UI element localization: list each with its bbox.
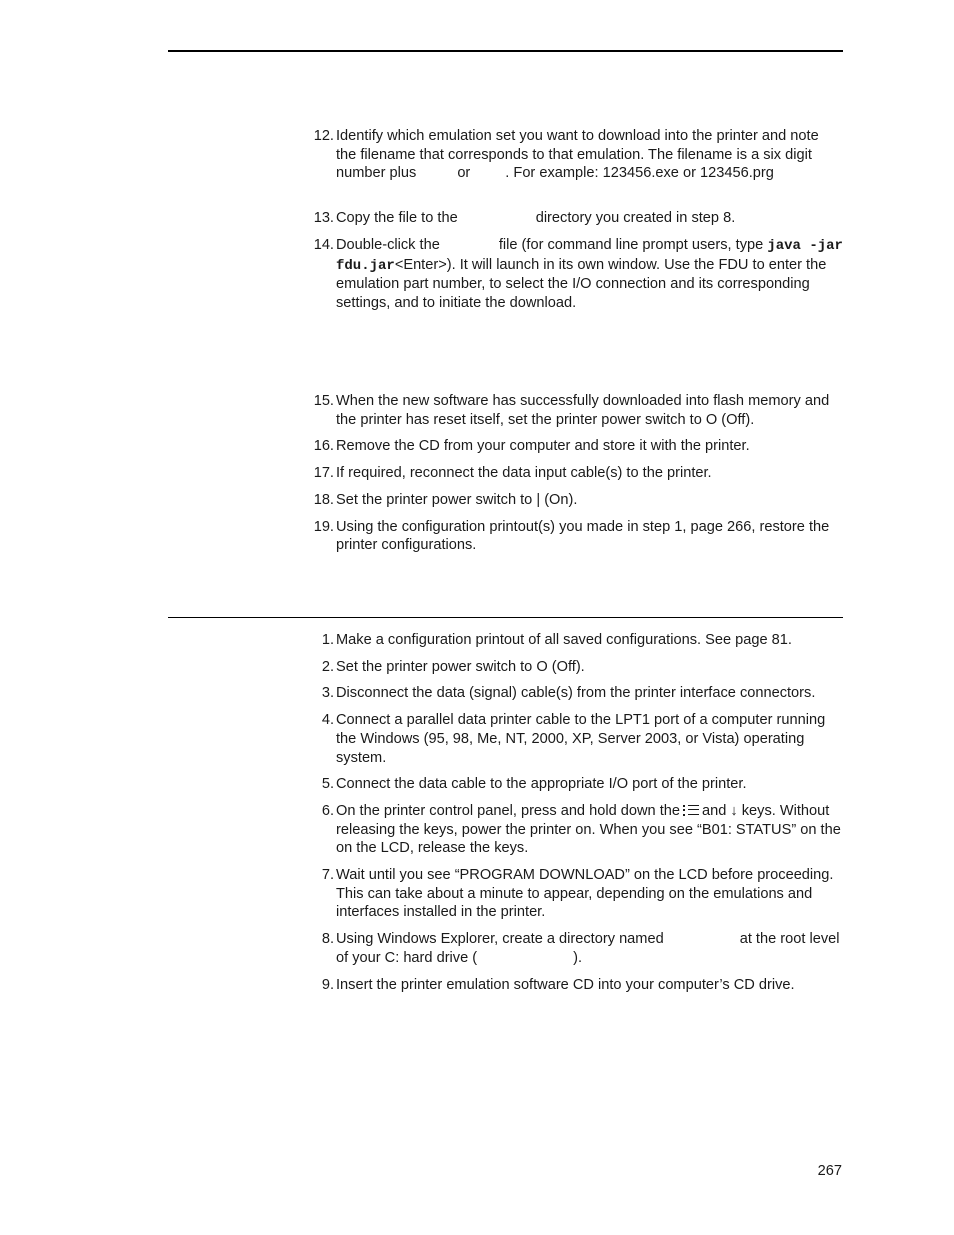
step-17: 17. If required, reconnect the data input cable(s) to the printer. (313, 465, 712, 482)
step-12 (308, 127, 843, 183)
step-13 (308, 209, 843, 228)
step-9: 9. Insert the printer emulation software CD into your computer’s CD drive. (321, 976, 795, 993)
page-number: 267 (817, 1163, 842, 1179)
step-text: Identify which emulation set you want to download into the printer and note the filename that corresponds to that emulation. The filename is a six digit number plus or . For example: 123456.exe or 123456.prg (336, 128, 819, 182)
step-text: Copy the file to the directory you created in step 8. (336, 210, 736, 226)
steps-1-9 (308, 631, 843, 994)
step-16: 16. Remove the CD from your computer and store it with the printer. (313, 438, 750, 455)
step-number: 13. (313, 210, 334, 226)
steps-15-19 (308, 392, 843, 555)
header-rule (168, 50, 843, 52)
command-code: java -jar fdu.jar (336, 238, 843, 274)
step-1: 1. Make a configuration printout of all saved configurations. See page 81. (321, 632, 792, 648)
step-3: 3. Disconnect the data (signal) cable(s) from the printer interface connectors. (321, 685, 816, 702)
step-6: 6. On the printer control panel, press and hold down the and ↓ keys. Without releasing the keys, power the printer on. When you see “B01: STATUS” on the on the LCD, release the keys. (321, 802, 841, 857)
step-text: Double-click the file (for command line prompt users, type java -jar fdu.jar<Enter>). It will launch in its own window. Use the FDU to enter the emulation part number, to select the I/O connection and its corresponding settings, and to initiate the download. (336, 237, 843, 312)
step-19: 19. Using the configuration printout(s) you made in step 1, page 266, restore the printer configurations. (313, 518, 830, 554)
step-2: 2. Set the printer power switch to O (Off). (321, 658, 585, 675)
step-number: 12. (313, 128, 334, 144)
step-4: 4. Connect a parallel data printer cable to the LPT1 port of a computer running the Windows (95, 98, Me, NT, 2000, XP, Server 2003, or Vista) operating system. (321, 712, 826, 766)
step-15: 15. When the new software has successfully downloaded into flash memory and the printer has reset itself, set the printer power switch to O (Off). (313, 393, 830, 428)
step-5: 5. Connect the data cable to the appropriate I/O port of the printer. (321, 776, 747, 793)
menu-key-icon (683, 804, 699, 816)
step-18: 18. Set the printer power switch to | (On). (313, 491, 578, 508)
step-14 (308, 236, 843, 313)
step-number: 14. (313, 237, 334, 253)
step-8: 8. Using Windows Explorer, create a directory named at the root level of your C: hard drive ( ). (321, 931, 840, 966)
section-rule (168, 617, 843, 618)
step-7: 7. Wait until you see “PROGRAM DOWNLOAD” on the LCD before proceeding. This can take about a minute to appear, depending on the emulations and interfaces installed in the printer. (321, 867, 834, 921)
